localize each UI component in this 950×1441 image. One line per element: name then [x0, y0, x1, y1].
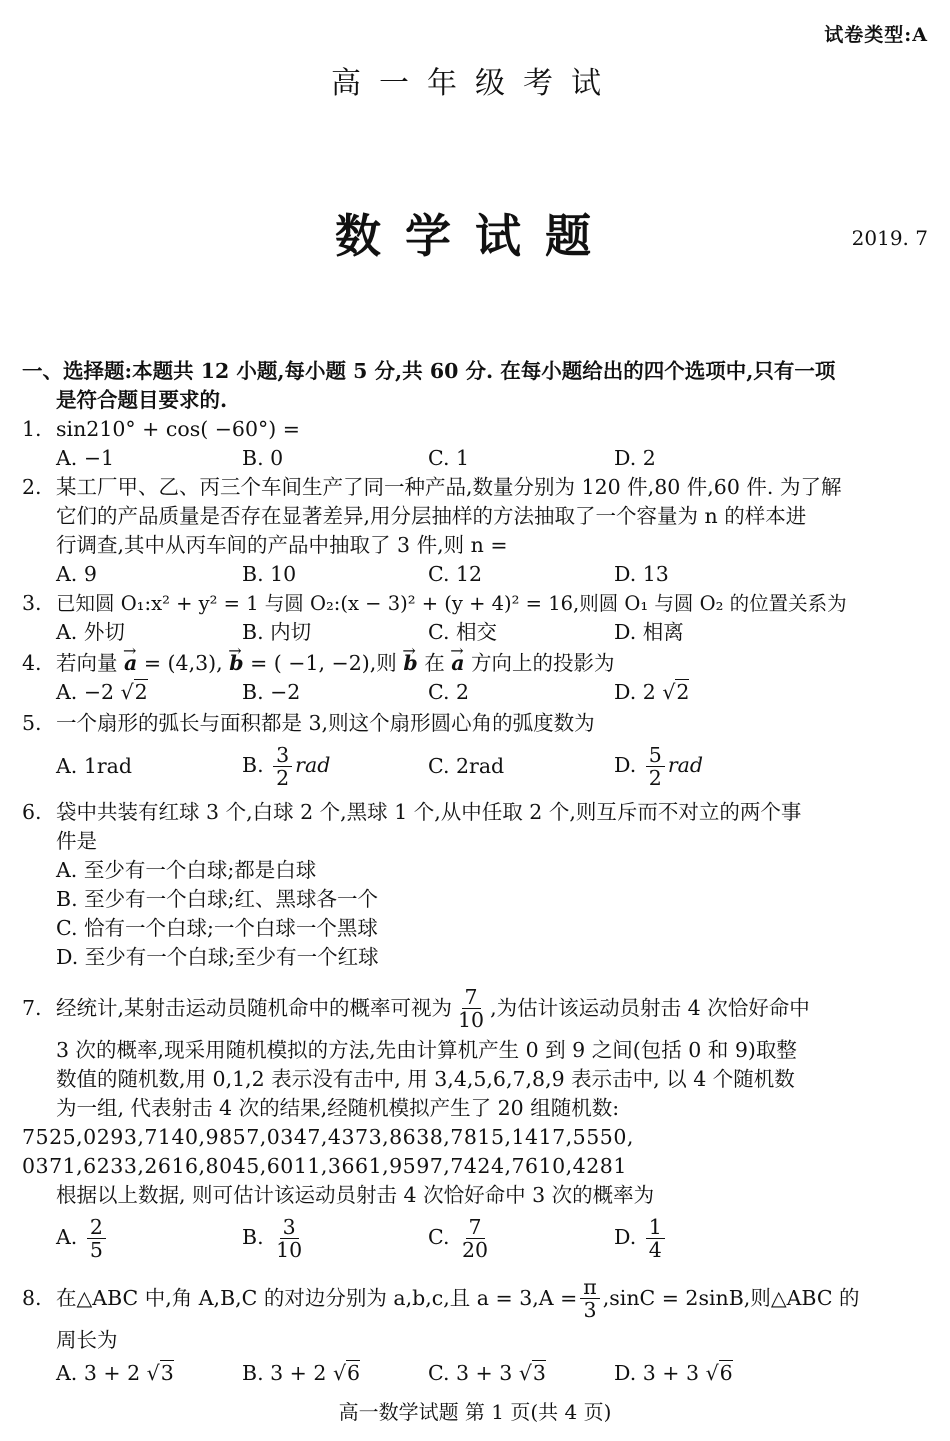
option-b	[242, 1359, 428, 1388]
option-d: D. 相离	[614, 620, 684, 644]
stem-text: = ( −1, −2),则	[250, 651, 397, 675]
fraction-denominator: 2	[276, 765, 290, 790]
sqrt-sign: √	[518, 1361, 532, 1385]
option-b	[242, 744, 428, 789]
option-a	[56, 1216, 242, 1261]
question-stem	[56, 1270, 928, 1326]
question-7	[22, 980, 928, 1266]
sqrt-radicand: 2	[134, 680, 148, 704]
option-a: A. 至少有一个白球;都是白球	[56, 858, 317, 882]
question-stem-line: 周长为	[56, 1328, 118, 1352]
question-1	[22, 415, 928, 473]
option-a	[56, 678, 242, 707]
question-stem-line: 某工厂甲、乙、丙三个车间生产了同一种产品,数量分别为 120 件,80 件,60 件. 为了解	[56, 475, 842, 499]
option-c	[428, 1359, 614, 1388]
option-label: A. −2	[56, 680, 115, 704]
question-stem-line: 袋中共装有红球 3 个,白球 2 个,黑球 1 个,从中任取 2 个,则互斥而不对立的两个事	[56, 800, 802, 824]
unit-text: rad	[667, 752, 703, 777]
fraction-numerator: 3	[280, 1216, 299, 1239]
section-heading-line2: 是符合题目要求的.	[56, 388, 228, 412]
option-d	[614, 1359, 800, 1388]
grade-heading: 高一年级考试	[331, 66, 619, 101]
option-b: B. 至少有一个白球;红、黑球各一个	[56, 887, 379, 911]
paper-type-label: 试卷类型:A	[824, 24, 928, 46]
option-d	[614, 1216, 800, 1261]
option-b	[242, 1216, 428, 1261]
stem-text: ,sinC = 2sinB,则△ABC 的	[602, 1285, 860, 1310]
option-a	[56, 1359, 242, 1388]
question-stem-line: 行调查,其中从丙车间的产品中抽取了 3 件,则 n =	[56, 533, 508, 557]
fraction-denominator: 10	[458, 1007, 485, 1032]
question-stem-line: 数值的随机数,用 0,1,2 表示没有击中, 用 3,4,5,6,7,8,9 表示击中, 以 4 个随机数	[56, 1067, 795, 1091]
option-label: B.	[242, 1224, 264, 1249]
question-4	[22, 649, 928, 707]
option-row	[56, 444, 928, 473]
fraction-denominator: 3	[583, 1297, 597, 1322]
fraction-numerator: π	[580, 1276, 599, 1299]
option-c: C. 恰有一个白球;一个白球一个黑球	[56, 916, 378, 940]
fraction	[646, 1216, 665, 1261]
option-label: D.	[614, 1224, 637, 1249]
option-label: D.	[614, 752, 637, 777]
option-label: B.	[242, 752, 264, 777]
fraction-numerator: 7	[466, 1216, 485, 1239]
fraction-denominator: 20	[462, 1237, 489, 1262]
sqrt-radicand: 6	[347, 1361, 361, 1385]
option-label: A. 3 + 2	[56, 1361, 141, 1385]
sqrt-sign: √	[146, 1361, 160, 1385]
stem-text: ,为估计该运动员射击 4 次恰好命中	[490, 995, 810, 1020]
option-c: C. 12	[428, 562, 483, 586]
stem-text: 在	[424, 651, 445, 675]
question-stem-line: 为一组, 代表射击 4 次的结果,经随机模拟产生了 20 组随机数:	[56, 1096, 620, 1120]
fraction-denominator: 10	[276, 1237, 303, 1262]
option-row	[56, 738, 928, 794]
fraction	[646, 744, 665, 789]
question-stem: sin210° + cos( −60°) =	[56, 417, 300, 441]
stem-text: 若向量	[56, 651, 118, 675]
page-footer: 高一数学试题 第 1 页(共 4 页)	[338, 1400, 612, 1424]
option-label: D. 3 + 3	[614, 1361, 700, 1385]
question-number: 5.	[22, 711, 42, 735]
fraction-numerator: 1	[646, 1216, 665, 1239]
option-a: A. 外切	[56, 620, 125, 644]
question-stem-line: 根据以上数据, 则可估计该运动员射击 4 次恰好命中 3 次的概率为	[56, 1183, 655, 1207]
option-row	[56, 560, 928, 589]
question-number: 8.	[22, 1286, 42, 1310]
option-d	[614, 744, 800, 789]
question-stem-line: 3 次的概率,现采用随机模拟的方法,先由计算机产生 0 到 9 之间(包括 0 和 9)取整	[56, 1038, 797, 1062]
option-a: A. 9	[56, 562, 97, 586]
question-stem	[56, 980, 928, 1036]
fraction	[580, 1276, 599, 1321]
fraction	[455, 986, 487, 1031]
option-b: B. 0	[242, 446, 284, 470]
option-b: B. 内切	[242, 620, 312, 644]
fraction	[87, 1216, 106, 1261]
vector-b-symbol: b →	[229, 651, 243, 675]
random-numbers-line: 0371,6233,2616,8045,6011,3661,9597,7424,7610,4281	[22, 1154, 627, 1178]
question-number: 7.	[22, 996, 42, 1020]
option-a: A. 1rad	[56, 753, 133, 778]
question-3	[22, 589, 928, 647]
question-8	[22, 1270, 928, 1388]
fraction-denominator: 2	[648, 765, 662, 790]
option-label: C.	[428, 1224, 450, 1249]
fraction-numerator: 5	[646, 744, 665, 767]
question-number: 1.	[22, 417, 42, 441]
question-number: 2.	[22, 475, 42, 499]
random-numbers-line: 7525,0293,7140,9857,0347,4373,8638,7815,1417,5550,	[22, 1125, 634, 1149]
option-row	[56, 678, 928, 707]
option-d: D. 13	[614, 562, 669, 586]
section-heading	[22, 357, 928, 415]
fraction-numerator: 2	[87, 1216, 106, 1239]
option-c: C. 相交	[428, 620, 497, 644]
fraction	[459, 1216, 491, 1261]
sqrt-radicand: 2	[676, 680, 690, 704]
stem-text: = (4,3),	[143, 651, 223, 675]
option-row	[56, 618, 928, 647]
fraction-numerator: 3	[273, 744, 292, 767]
question-stem-line: 件是	[56, 829, 97, 853]
vector-a-symbol: a →	[124, 651, 137, 675]
question-5	[22, 709, 928, 794]
option-row	[56, 1359, 928, 1388]
question-6	[22, 798, 928, 972]
unit-text: rad	[295, 752, 331, 777]
option-c	[428, 1216, 614, 1261]
option-b: B. −2	[242, 680, 301, 704]
sqrt-sign: √	[705, 1361, 719, 1385]
option-d	[614, 678, 800, 707]
question-stem: 已知圆 O₁:x² + y² = 1 与圆 O₂:(x − 3)² + (y + 4)² = 16,则圆 O₁ 与圆 O₂ 的位置关系为	[56, 592, 847, 615]
fraction	[273, 744, 292, 789]
sqrt-radicand: 3	[160, 1361, 174, 1385]
stem-text: 方向上的投影为	[471, 651, 615, 675]
option-label: A.	[56, 1224, 78, 1249]
question-stem	[56, 649, 928, 678]
stem-text: 经统计,某射击运动员随机命中的概率可视为	[56, 995, 453, 1020]
option-c: C. 1	[428, 446, 470, 470]
fraction-denominator: 5	[89, 1237, 103, 1262]
option-c: C. 2	[428, 680, 470, 704]
sqrt-sign: √	[120, 680, 134, 704]
fraction-numerator: 7	[462, 986, 481, 1009]
sqrt-sign: √	[332, 1361, 347, 1385]
question-number: 4.	[22, 651, 42, 675]
option-label: B. 3 + 2	[242, 1361, 327, 1385]
question-stem: 一个扇形的弧长与面积都是 3,则这个扇形圆心角的弧度数为	[56, 711, 595, 735]
question-number: 6.	[22, 800, 42, 824]
option-b: B. 10	[242, 562, 297, 586]
sqrt-radicand: 6	[719, 1361, 733, 1385]
vector-a-symbol: a →	[451, 651, 464, 675]
option-d: D. 至少有一个白球;至少有一个红球	[56, 945, 379, 969]
fraction-denominator: 4	[648, 1237, 662, 1262]
sqrt-radicand: 3	[532, 1361, 546, 1385]
option-label: D. 2	[614, 680, 656, 704]
option-c: C. 2rad	[428, 753, 505, 778]
page-title: 数学试题	[335, 209, 615, 263]
fraction	[273, 1216, 305, 1261]
option-d: D. 2	[614, 446, 656, 470]
option-row	[56, 1210, 928, 1266]
option-a: A. −1	[56, 446, 115, 470]
question-stem-line: 它们的产品质量是否存在显著差异,用分层抽样的方法抽取了一个容量为 n 的样本进	[56, 504, 807, 528]
question-2	[22, 473, 928, 589]
exam-date: 2019. 7	[851, 226, 928, 250]
sqrt-sign: √	[662, 680, 676, 704]
section-heading-line1: 一、选择题:本题共 12 小题,每小题 5 分,共 60 分. 在每小题给出的四个选项中,只有一项	[22, 359, 836, 383]
stem-text: 在△ABC 中,角 A,B,C 的对边分别为 a,b,c,且 a = 3,A =	[56, 1285, 578, 1310]
question-area	[22, 357, 928, 1388]
option-label: C. 3 + 3	[428, 1361, 513, 1385]
question-number: 3.	[22, 591, 42, 615]
vector-b-symbol: b →	[403, 651, 417, 675]
